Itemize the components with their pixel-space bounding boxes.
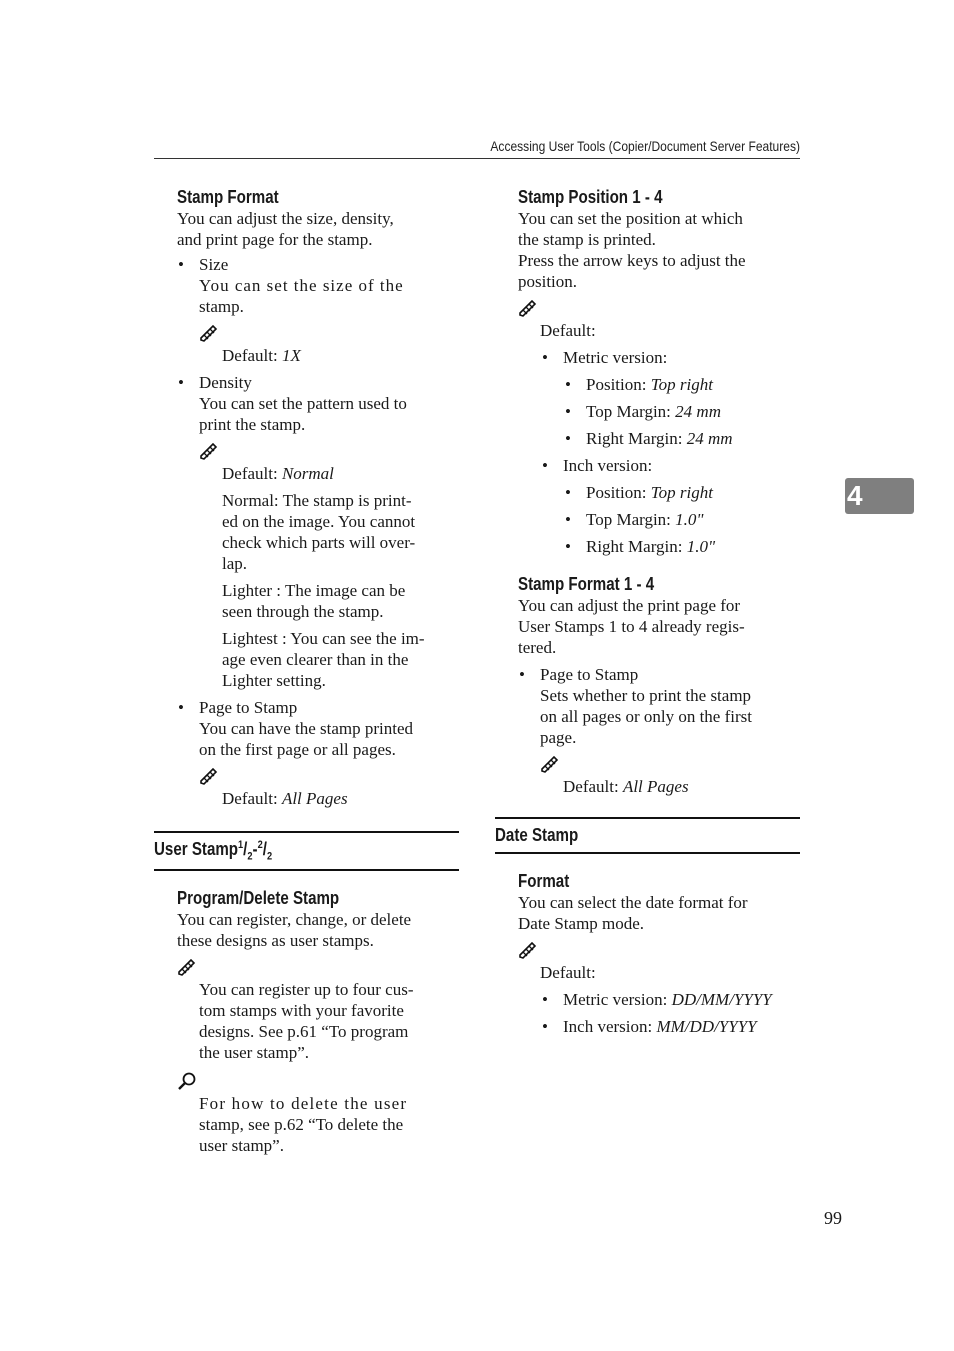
bullet: •: [178, 255, 184, 274]
bullet: •: [565, 375, 571, 394]
inch-top-margin: • Top Margin: 1.0": [565, 510, 704, 529]
user-stamp-heading: User $Stamp^1/_2-^2/_2$: [154, 831, 459, 871]
format-default-label: Default:: [540, 963, 596, 982]
pencil-note-icon: [518, 300, 538, 318]
bullet: •: [542, 1017, 548, 1036]
date-inch-version: • Inch version: MM/DD/YYYY: [542, 1017, 757, 1036]
page-number: 99: [824, 1208, 842, 1228]
inch-right-margin: • Right Margin: 1.0": [565, 537, 716, 556]
metric-position: • Position: Top right: [565, 375, 713, 394]
program-delete-note: You can register up to four cus- tom stamps with your favorite designs. See p.61 “To program the user stamp”.: [199, 979, 414, 1062]
header-rule: [154, 158, 800, 159]
pencil-note-icon: [177, 959, 197, 977]
density-default: Default: Normal: [222, 464, 334, 483]
stamp-format-1-4-desc: You can adjust the print page for User Stamps 1 to 4 already regis- tered.: [518, 596, 745, 657]
pencil-note-icon: [199, 443, 219, 461]
stamp-position-default-label: Default:: [540, 321, 596, 340]
bullet: •: [565, 483, 571, 502]
bullet: •: [542, 348, 548, 367]
date-stamp-heading: Date Stamp: [495, 817, 800, 854]
density-lighter-desc: Lighter : The image can be seen through the stamp.: [222, 581, 406, 621]
metric-version-item: • Metric version:: [542, 348, 668, 367]
chapter-tab: 4: [845, 478, 914, 514]
bullet: •: [519, 665, 525, 684]
stamp-position-desc: You can set the position at which the stamp is printed. Press the arrow keys to adjust the position.: [518, 209, 746, 291]
inch-version-item: • Inch version:: [542, 456, 653, 475]
left-column: [154, 186, 459, 1156]
running-header: Accessing User Tools (Copier/Document Server Features): [490, 138, 800, 154]
stamp-format-desc: You can adjust the size, density, and print page for the stamp.: [177, 209, 394, 249]
bullet: •: [565, 510, 571, 529]
bullet: •: [178, 698, 184, 717]
size-default: Default: 1X: [222, 346, 301, 365]
pencil-note-icon: [199, 325, 219, 343]
bullet: •: [565, 402, 571, 421]
bullet: •: [178, 373, 184, 392]
format-heading: Format: [518, 871, 570, 891]
bullet: •: [565, 429, 571, 448]
bullet: •: [565, 537, 571, 556]
inch-position: • Position: Top right: [565, 483, 713, 502]
stamp-format-heading: Stamp Format: [177, 187, 279, 207]
bullet: •: [542, 456, 548, 475]
density-item: • Density You can set the pattern used to print the stamp.: [178, 373, 407, 434]
page-to-stamp-item: • Page to Stamp Sets whether to print the stamp on all pages or only on the first page.: [519, 665, 752, 747]
stamp-format-1-4-default: Default: All Pages: [563, 777, 689, 796]
bullet: •: [542, 990, 548, 1009]
pencil-note-icon: [518, 942, 538, 960]
pencil-note-icon: [199, 768, 219, 786]
size-item: • Size You can set the size of the stamp.: [178, 255, 404, 316]
metric-top-margin: • Top Margin: 24 mm: [565, 402, 721, 421]
stamp-position-heading: Stamp Position 1 - 4: [518, 187, 663, 207]
pencil-note-icon: [540, 756, 560, 774]
stamp-format-1-4-heading: Stamp Format 1 - 4: [518, 574, 655, 594]
program-delete-reference: For how to delete the user stamp, see p.62 “To delete the user stamp”.: [199, 1093, 408, 1155]
date-metric-version: • Metric version: DD/MM/YYYY: [542, 990, 772, 1009]
right-column: [495, 186, 800, 1037]
density-normal-desc: Normal: The stamp is print- ed on the image. You cannot check which parts will over- lap.: [222, 491, 416, 573]
format-desc: You can select the date format for Date Stamp mode.: [518, 893, 748, 933]
page-to-stamp-default: Default: All Pages: [222, 789, 348, 808]
program-delete-desc: You can register, change, or delete these designs as user stamps.: [177, 909, 412, 950]
page-to-stamp-item: • Page to Stamp You can have the stamp printed on the first page or all pages.: [178, 698, 414, 759]
program-delete-heading: Program/Delete Stamp: [177, 887, 340, 908]
magnifier-icon: [177, 1071, 197, 1091]
density-lightest-desc: Lightest : You can see the im- age even clearer than in the Lighter setting.: [222, 629, 425, 690]
metric-right-margin: • Right Margin: 24 mm: [565, 429, 733, 448]
